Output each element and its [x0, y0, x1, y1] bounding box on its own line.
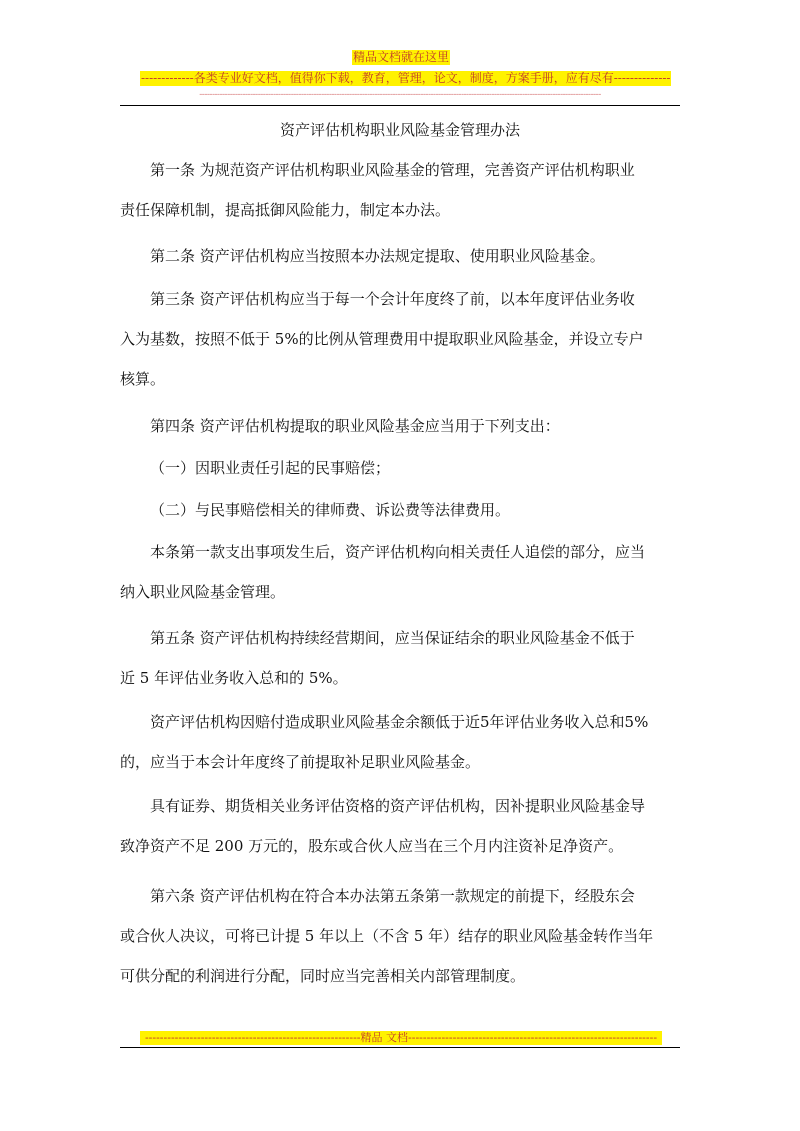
paragraph-securities: [120, 786, 682, 866]
banner-subtitle: -------------各类专业好文档，值得你下载，教育，管理，论文，制度，方案手册，应有尽有--------------: [141, 71, 671, 85]
paragraph-line: 第二条 资产评估机构应当按照本办法规定提取、使用职业风险基金。: [150, 247, 605, 265]
paragraph-article-6: [120, 876, 682, 996]
paragraph-line: （一）因职业责任引起的民事赔偿；: [150, 459, 391, 477]
banner-title: 精品文档就在这里: [353, 50, 450, 64]
paragraph-line: 可供分配的利润进行分配，同时应当完善相关内部管理制度。: [120, 967, 526, 985]
document-title: 资产评估机构职业风险基金管理办法: [279, 121, 520, 139]
paragraph-line: 或合伙人决议，可将已计提 5 年以上（不含 5 年）结存的职业风险基金转作当年: [120, 927, 654, 945]
paragraph-line: 资产评估机构因赔付造成职业风险基金余额低于近5年评估业务收入总和5%: [150, 713, 649, 731]
paragraph-article-4: [120, 406, 682, 446]
paragraph-article-1: [120, 150, 682, 230]
paragraph-line: 纳入职业风险基金管理。: [120, 583, 286, 601]
footer-banner: ----------------------------------------------------------精品 文档-------------------------------------------------------------------: [140, 1031, 662, 1045]
list-item-2: [120, 490, 682, 530]
paragraph-recovery: [120, 532, 682, 612]
footer-rule: [120, 1047, 680, 1048]
header-dashed-separator: --------------------------------------------------------------------------------------------------------------------------------------------------------------: [199, 90, 601, 100]
paragraph-line: 近 5 年评估业务收入总和的 5%。: [120, 669, 348, 687]
paragraph-article-5: [120, 618, 682, 698]
paragraph-replenish: [120, 702, 682, 782]
paragraph-line: 的，应当于本会计年度终了前提取补足职业风险基金。: [120, 753, 481, 771]
paragraph-line: 核算。: [120, 370, 166, 388]
header-rule: [120, 105, 680, 106]
paragraph-line: 本条第一款支出事项发生后，资产评估机构向相关责任人追偿的部分，应当: [150, 543, 646, 561]
paragraph-line: 第三条 资产评估机构应当于每一个会计年度终了前，以本年度评估业务收: [150, 290, 635, 308]
paragraph-article-3: [120, 279, 682, 399]
paragraph-line: 责任保障机制，提高抵御风险能力，制定本办法。: [120, 201, 451, 219]
list-item-1: [120, 448, 682, 488]
paragraph-line: 第六条 资产评估机构在符合本办法第五条第一款规定的前提下，经股东会: [150, 887, 635, 905]
paragraph-line: （二）与民事赔偿相关的律师费、诉讼费等法律费用。: [150, 501, 511, 519]
paragraph-article-2: [120, 236, 682, 276]
paragraph-line: 第四条 资产评估机构提取的职业风险基金应当用于下列支出：: [150, 417, 560, 435]
paragraph-line: 具有证券、期货相关业务评估资格的资产评估机构，因补提职业风险基金导: [150, 797, 646, 815]
paragraph-line: 第一条 为规范资产评估机构职业风险基金的管理，完善资产评估机构职业: [150, 161, 635, 179]
paragraph-line: 入为基数，按照不低于 5%的比例从管理费用中提取职业风险基金，并设立专户: [120, 330, 644, 348]
paragraph-line: 致净资产不足 200 万元的，股东或合伙人应当在三个月内注资补足净资产。: [120, 837, 624, 855]
paragraph-line: 第五条 资产评估机构持续经营期间，应当保证结余的职业风险基金不低于: [150, 629, 635, 647]
